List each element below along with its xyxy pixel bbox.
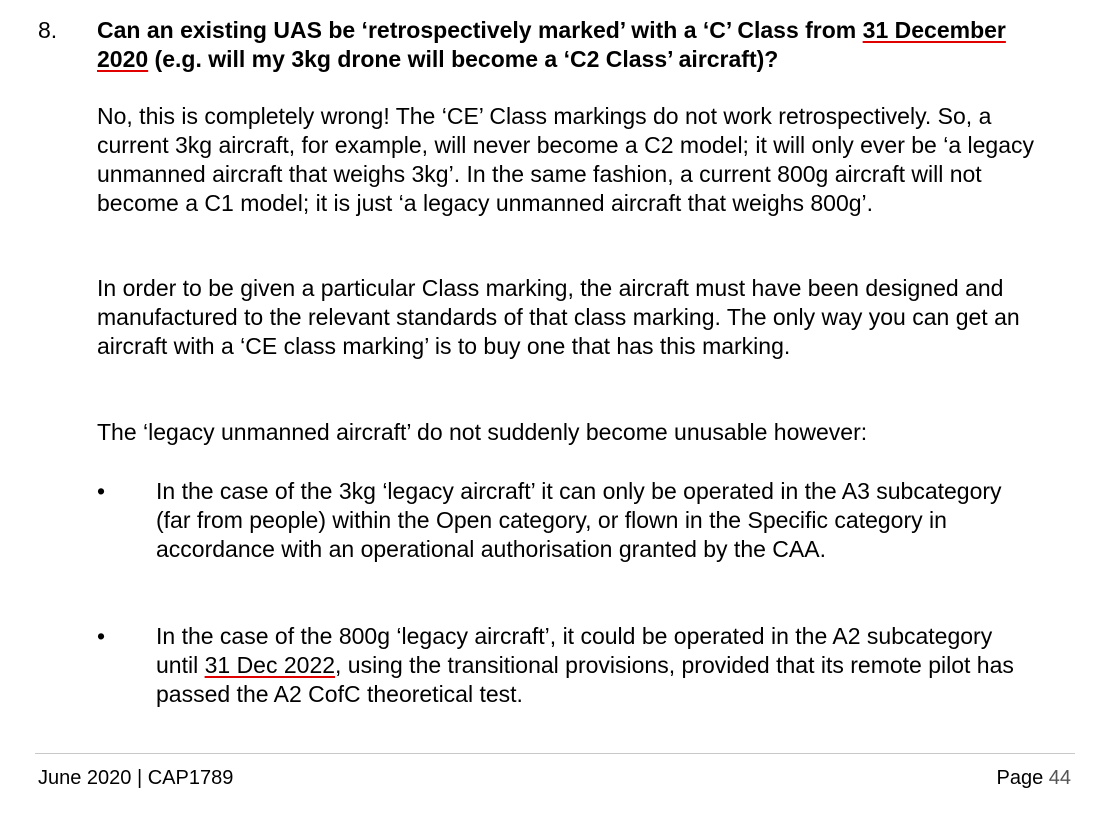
footer-page bbox=[996, 766, 1071, 790]
question-title-text-end: (e.g. will my 3kg drone will become a ‘C2 Class’ aircraft)? bbox=[148, 46, 779, 72]
answer-paragraph-2: In order to be given a particular Class marking, the aircraft must have been designed and manufactured to the relevant standards of that class marking. The only way you can get an aircraft with a ‘CE class marking’ is to buy one that has this marking. bbox=[97, 275, 1020, 359]
footer-divider bbox=[35, 753, 1075, 754]
question-title-text: Can an existing UAS be ‘retrospectively marked’ with a ‘C’ Class from bbox=[97, 17, 863, 43]
bullet-item-1: In the case of the 3kg ‘legacy aircraft’ it can only be operated in the A3 subcategory (far from people) within the Open category, or flown in the Specific category in accordance with an operational authorisation granted by the CAA. bbox=[156, 478, 1002, 562]
answer-paragraph-3: The ‘legacy unmanned aircraft’ do not suddenly become unusable however: bbox=[97, 419, 868, 445]
question-title-date: 31 December 2020 bbox=[97, 17, 1006, 72]
bullet-marker: • bbox=[97, 623, 106, 649]
bullet-marker: • bbox=[97, 478, 106, 504]
bullet-item-2-date: 31 Dec 2022 bbox=[204, 652, 336, 678]
question-number: 8. bbox=[38, 17, 58, 43]
bullet-item-2-text-end: , using the transitional provisions, provided that its remote pilot has passed the A2 CofC theoretical test. bbox=[156, 652, 1014, 707]
footer-page-label: Page bbox=[996, 767, 1049, 789]
footer-document-ref: June 2020 | CAP1789 bbox=[38, 767, 234, 789]
footer-page-number: 44 bbox=[1048, 767, 1071, 789]
answer-paragraph-1: No, this is completely wrong! The ‘CE’ Class markings do not work retrospectively. So, a current 3kg aircraft, for example, will never become a C2 model; it will only ever be ‘a legacy unmanned aircraft that weighs 3kg’. In the same fashion, a current 800g aircraft will not become a C1 model; it is just ‘a legacy unmanned aircraft that weighs 800g’. bbox=[97, 103, 1035, 216]
bullet-item-2 bbox=[156, 622, 1036, 709]
bullet-item-2-text: In the case of the 800g ‘legacy aircraft’, it could be operated in the A2 subcategory until bbox=[156, 623, 993, 678]
question-title bbox=[97, 16, 1057, 74]
